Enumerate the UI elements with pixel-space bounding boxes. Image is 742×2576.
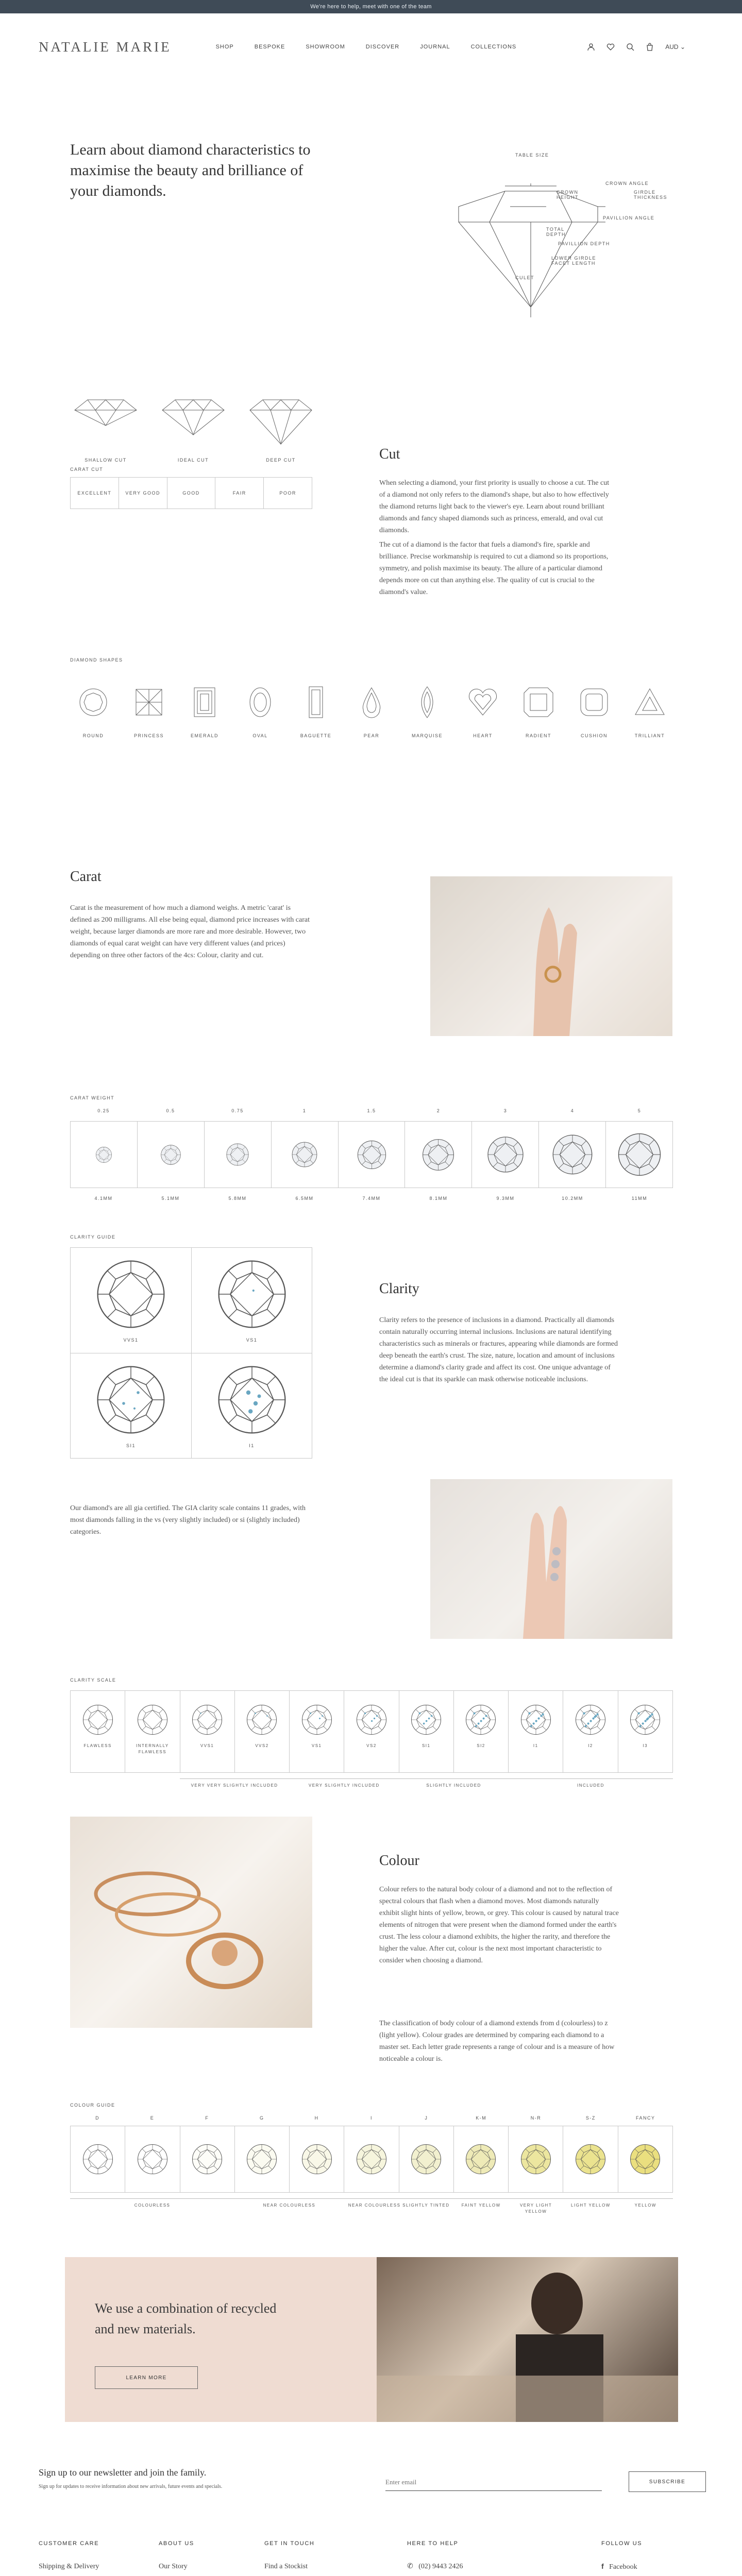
footer-follow-us bbox=[601, 2540, 642, 2576]
colour-grade-letter: F bbox=[205, 2115, 209, 2121]
clarity-scale-diamond-icon bbox=[575, 1704, 606, 1736]
colour-group-label: FAINT YELLOW bbox=[461, 2203, 501, 2208]
clarity-scale-label-item: VVS2 bbox=[255, 1743, 269, 1748]
diagram-label-lower-girdle: LOWER GIRDLE FACET LENGTH bbox=[551, 256, 597, 266]
carat-size-value: 10.2MM bbox=[562, 1196, 583, 1201]
diagram-label-culet: CULET bbox=[515, 275, 535, 280]
colour-grade-cell bbox=[563, 2126, 617, 2192]
cut-paragraph-2: The cut of a diamond is the factor that fuels a diamond's fire, sparkle and brilliance. Precise workmanship is required to cut a diamond so its proportions, symmetry, and polish maximise its beauty. The allure of a particular diamond depends more on cut than anything else. The quality of cut is crucial to the diamond's value. bbox=[379, 541, 609, 596]
clarity-section bbox=[0, 1198, 742, 1817]
colour-grade-cell bbox=[289, 2126, 344, 2192]
carat-weight-value: 3 bbox=[503, 1108, 508, 1113]
carat-weight-cell bbox=[71, 1122, 137, 1188]
colour-group-label: VERY LIGHT YELLOW bbox=[519, 2203, 552, 2214]
shape-label: EMERALD bbox=[190, 733, 218, 738]
colour-grade-letter: FANCY bbox=[636, 2115, 655, 2121]
colour-grade-cell bbox=[180, 2126, 234, 2192]
carat-diamond-icon bbox=[551, 1133, 594, 1176]
cut-depth-label: SHALLOW CUT bbox=[85, 457, 127, 463]
clarity-guide-cell bbox=[191, 1248, 312, 1353]
colour-grade-cell bbox=[125, 2126, 179, 2192]
footer-here-to-help bbox=[407, 2540, 519, 2576]
footer-link-our-story[interactable]: Our Story bbox=[159, 2563, 188, 2570]
diamond-anatomy-diagram bbox=[428, 178, 685, 328]
carat-weight-value: 2 bbox=[436, 1108, 441, 1113]
header-actions bbox=[587, 43, 685, 51]
shape-item bbox=[515, 681, 562, 738]
colour-grade-cell bbox=[508, 2126, 563, 2192]
cut-depths bbox=[67, 395, 319, 463]
announcement-bar[interactable] bbox=[0, 0, 742, 13]
cut-grade-table bbox=[70, 477, 312, 509]
clarity-guide-cell bbox=[71, 1248, 191, 1353]
clarity-guide-diamond-icon bbox=[95, 1258, 167, 1330]
clarity-group-label: SLIGHTLY INCLUDED bbox=[426, 1783, 481, 1788]
clarity-scale-label-item: VS2 bbox=[366, 1743, 377, 1748]
footer-link-warranty[interactable] bbox=[39, 2573, 99, 2576]
carat-weight-value: 0.25 bbox=[97, 1108, 110, 1113]
shape-pear-icon bbox=[355, 681, 388, 724]
cut-grade-cell: VERY GOOD bbox=[119, 478, 167, 509]
carat-weight-cell bbox=[538, 1122, 605, 1188]
colour-grade-letter: D bbox=[95, 2115, 100, 2121]
nav-shop[interactable]: SHOP bbox=[215, 44, 234, 50]
clarity-scale-label-item: VS1 bbox=[311, 1743, 322, 1748]
carat-weight-value: 0.75 bbox=[231, 1108, 244, 1113]
newsletter-subtitle: Sign up for updates to receive information about new arrivals, future events and specials. bbox=[39, 2484, 223, 2489]
shape-item bbox=[181, 681, 228, 738]
cut-section bbox=[0, 323, 742, 642]
colour-grade-cell bbox=[234, 2126, 289, 2192]
nav-discover[interactable]: DISCOVER bbox=[365, 44, 400, 50]
clarity-scale-diamond-icon bbox=[356, 1704, 387, 1736]
shape-label: HEART bbox=[473, 733, 493, 738]
newsletter-section bbox=[0, 2453, 742, 2525]
shape-label: OVAL bbox=[252, 733, 268, 738]
footer-facebook-text: Facebook bbox=[609, 2563, 637, 2571]
colour-grade-cell bbox=[618, 2126, 672, 2192]
newsletter-title: Sign up to our newsletter and join the family. bbox=[39, 2467, 207, 2478]
footer-facebook[interactable] bbox=[601, 2560, 642, 2573]
promo-workshop-image bbox=[377, 2257, 678, 2422]
shape-label: PRINCESS bbox=[133, 733, 164, 738]
carat-weight-value: 1 bbox=[302, 1108, 307, 1113]
carat-size-value: 7.4MM bbox=[362, 1196, 381, 1201]
carat-weight-cell bbox=[404, 1122, 471, 1188]
clarity-group-label: VERY SLIGHTLY INCLUDED bbox=[308, 1783, 380, 1788]
shapes-row bbox=[70, 681, 673, 738]
clarity-guide-label-item: VVS1 bbox=[123, 1337, 139, 1343]
colour-group-label: NEAR COLOURLESS SLIGHTLY TINTED bbox=[348, 2203, 450, 2208]
cut-paragraph-1: When selecting a diamond, your first priority is usually to choose a cut. The cut of a diamond not only refers to the diamond's shape, but also to how effectively the diamond returns light back to the viewer's eye. Learn about round brilliant diamonds and fancy shaped diamonds such as princess, emerald, and oval cut diamonds. bbox=[379, 479, 610, 534]
carat-size-value: 11MM bbox=[631, 1196, 648, 1201]
footer-care-title: CUSTOMER CARE bbox=[39, 2540, 99, 2547]
shape-cushion-icon bbox=[578, 681, 611, 724]
newsletter-subscribe-button[interactable]: SUBSCRIBE bbox=[629, 2471, 706, 2492]
carat-weight-value: 4 bbox=[570, 1108, 575, 1113]
carat-weight-cell bbox=[605, 1122, 672, 1188]
colour-group-label: COLOURLESS bbox=[134, 2203, 171, 2208]
shape-trilliant-icon bbox=[633, 681, 666, 724]
cut-depth-diamond-icon bbox=[245, 395, 317, 446]
clarity-scale-diamond-icon bbox=[246, 1704, 278, 1736]
shape-item bbox=[126, 681, 172, 738]
colour-title: Colour bbox=[379, 1853, 419, 1869]
footer-link-our-showroom[interactable] bbox=[159, 2573, 204, 2576]
clarity-scale-cell bbox=[71, 1691, 125, 1772]
colour-grade-letter: E bbox=[150, 2115, 155, 2121]
carat-weight-label: CARAT WEIGHT bbox=[70, 1095, 115, 1100]
clarity-paragraph-1: Clarity refers to the presence of inclusions in a diamond. Practically all diamonds contain naturally occurring internal inclusions. Inclusions are natural identifying characteristics such as minerals or fractures, appearing while diamonds are formed deep beneath the earth's crust. The size, nature, location and amount of inclusions determine a diamond's clarity grade and affect its cost. One unique advantage of the ideal cut is that its sparkle can mask otherwise noticeable inclusions. bbox=[379, 1316, 618, 1383]
clarity-scale-cell bbox=[289, 1691, 344, 1772]
colour-grade-cell bbox=[344, 2126, 398, 2192]
shape-item bbox=[70, 681, 116, 738]
clarity-guide-label-item: VS1 bbox=[246, 1337, 258, 1343]
shape-label: ROUND bbox=[82, 733, 104, 738]
footer-get-in-touch bbox=[264, 2540, 314, 2576]
colour-guide-label: COLOUR GUIDE bbox=[70, 2103, 115, 2108]
colour-paragraph-1: Colour refers to the natural body colour of a diamond and not to the reflection of spectral colours that flash when a diamond moves. Most diamonds naturally exhibit slight hints of yellow, brown, or grey. This colour is caused by natural trace elements of nitrogen that were present when the diamond formed under the earth's crust. The less colour a diamond exhibits, the higher the rarity, and therefore the higher the value. After cut, colour is the next most important characteristic to consider when choosing a diamond. bbox=[379, 1886, 619, 1964]
shapes-section bbox=[0, 642, 742, 843]
shape-oval-icon bbox=[244, 681, 277, 724]
carat-weight-value: 1.5 bbox=[367, 1108, 376, 1113]
hand-illustration bbox=[430, 876, 672, 1036]
search-icon[interactable] bbox=[626, 43, 634, 51]
shape-heart-icon bbox=[466, 681, 499, 724]
account-icon[interactable] bbox=[587, 43, 595, 51]
diagram-label-crown-angle: CROWN ANGLE bbox=[605, 181, 649, 186]
carat-diamond-icon bbox=[95, 1146, 112, 1163]
currency-selector[interactable] bbox=[665, 43, 685, 50]
colour-grade-diamond-icon bbox=[575, 2143, 606, 2175]
clarity-guide-cell bbox=[191, 1353, 312, 1458]
cut-depth-item bbox=[67, 395, 144, 463]
carat-size-value: 9.3MM bbox=[496, 1196, 515, 1201]
colour-grade-letter: G bbox=[260, 2115, 264, 2121]
shape-label: PEAR bbox=[363, 733, 380, 738]
shape-label: RADIENT bbox=[525, 733, 551, 738]
clarity-scale-label: CLARITY SCALE bbox=[70, 1677, 116, 1683]
shape-item bbox=[460, 681, 506, 738]
colour-grade-letter: N-R bbox=[530, 2115, 542, 2121]
clarity-scale-cell bbox=[234, 1691, 289, 1772]
shape-princess-icon bbox=[132, 681, 165, 724]
carat-diamond-icon bbox=[486, 1136, 525, 1174]
diagram-label-crown-height: CROWN HEIGHT bbox=[556, 190, 579, 200]
footer-follow-title: FOLLOW US bbox=[601, 2540, 643, 2547]
clarity-scale-label-item: I2 bbox=[588, 1743, 593, 1748]
hero-title: Learn about diamond characteristics to maximise the beauty and brilliance of your diamonds. bbox=[70, 141, 311, 199]
colour-grade-cell bbox=[399, 2126, 453, 2192]
clarity-scale-diamond-icon bbox=[82, 1704, 114, 1736]
carat-diamond-icon bbox=[617, 1132, 662, 1177]
cut-depth-item bbox=[242, 395, 319, 463]
clarity-scale-diamond-icon bbox=[191, 1704, 223, 1736]
carat-diamond-icon bbox=[160, 1144, 181, 1165]
footer-help-title: HERE TO HELP bbox=[407, 2540, 459, 2547]
clarity-paragraph-2: Our diamond's are all gia certified. The GIA clarity scale contains 11 grades, with most diamonds falling in the vs (very slightly included) or si (slightly included) categories. bbox=[70, 1504, 306, 1536]
clarity-scale-cell bbox=[399, 1691, 453, 1772]
shape-marquise-icon bbox=[411, 681, 444, 724]
facebook-icon: f bbox=[601, 2562, 604, 2570]
clarity-scale-label-item: I1 bbox=[533, 1743, 538, 1748]
colour-guide-groups bbox=[70, 2195, 673, 2226]
colour-group-label: YELLOW bbox=[634, 2203, 656, 2208]
colour-grade-diamond-icon bbox=[629, 2143, 661, 2175]
clarity-scale-diamond-icon bbox=[410, 1704, 442, 1736]
carat-diamond-icon bbox=[226, 1143, 249, 1166]
shape-baguette-icon bbox=[299, 681, 332, 724]
hero-section bbox=[0, 80, 742, 323]
carat-size-value: 8.1MM bbox=[429, 1196, 448, 1201]
diagram-label-pavillion-angle: PAVILLION ANGLE bbox=[603, 215, 655, 221]
carat-weight-cell bbox=[137, 1122, 204, 1188]
site-header bbox=[0, 13, 742, 80]
colour-grade-cell bbox=[453, 2126, 508, 2192]
cut-depth-diamond-icon bbox=[70, 395, 142, 446]
colour-group-line bbox=[70, 2198, 673, 2199]
diagram-label-girdle-thickness: GIRDLE THICKNESS bbox=[634, 190, 668, 200]
clarity-scale-diamond-icon bbox=[137, 1704, 168, 1736]
carat-paragraph: Carat is the measurement of how much a diamond weighs. A metric 'carat' is defined as 200 milligrams. All else being equal, diamond price increases with carat weight, because larger diamonds are more rare and more desirable. However, two diamonds of equal carat weight can have very different values (and prices) depending on three other factors of the 4cs: Colour, clarity and cut. bbox=[70, 904, 310, 959]
cut-depth-label: DEEP CUT bbox=[266, 457, 296, 463]
colour-grade-diamond-icon bbox=[301, 2143, 333, 2175]
clarity-scale-groups bbox=[70, 1775, 673, 1806]
promo-banner bbox=[65, 2257, 678, 2422]
colour-grade-letter: S-Z bbox=[585, 2115, 596, 2121]
clarity-scale-cell bbox=[508, 1691, 563, 1772]
shape-item bbox=[237, 681, 283, 738]
colour-grade-diamond-icon bbox=[356, 2143, 387, 2175]
shape-emerald-icon bbox=[188, 681, 221, 724]
clarity-guide-grid bbox=[70, 1247, 312, 1459]
footer-about-us bbox=[159, 2540, 204, 2576]
clarity-group-label: INCLUDED bbox=[577, 1783, 604, 1788]
carat-size-value: 5.1MM bbox=[161, 1196, 180, 1201]
brand-logo[interactable]: NATALIE MARIE bbox=[39, 39, 172, 55]
clarity-scale-cell bbox=[125, 1691, 179, 1772]
footer-link-shipping[interactable]: Shipping & Delivery bbox=[39, 2563, 99, 2570]
colour-grade-diamond-icon bbox=[410, 2143, 442, 2175]
promo-title: We use a combination of recycled and new materials. bbox=[95, 2301, 277, 2336]
shape-label: TRILLIANT bbox=[634, 733, 665, 738]
clarity-scale-label-item: SI1 bbox=[421, 1743, 431, 1748]
cut-depth-diamond-icon bbox=[157, 395, 229, 446]
carat-diamond-icon bbox=[291, 1141, 318, 1168]
colour-section bbox=[0, 1817, 742, 2296]
clarity-group-label: VERY VERY SLIGHTLY INCLUDED bbox=[191, 1783, 278, 1788]
colour-grade-diamond-icon bbox=[246, 2143, 278, 2175]
carat-diamond-icon bbox=[357, 1140, 387, 1170]
promo-learn-more-button[interactable]: LEARN MORE bbox=[95, 2366, 198, 2389]
shape-round-icon bbox=[77, 681, 110, 724]
clarity-scale-diamond-icon bbox=[629, 1704, 661, 1736]
footer-phone-text: (02) 9443 2426 bbox=[418, 2563, 463, 2570]
clarity-scale-diamond-icon bbox=[520, 1704, 552, 1736]
colour-grade-diamond-icon bbox=[191, 2143, 223, 2175]
clarity-scale-diamond-icon bbox=[465, 1704, 497, 1736]
shape-radient-icon bbox=[522, 681, 555, 724]
cut-grade-label: CARAT CUT bbox=[70, 467, 104, 472]
currency-label: AUD bbox=[665, 43, 679, 50]
cut-grade-cell: FAIR bbox=[215, 478, 263, 509]
diagram-label-total-depth: TOTAL DEPTH bbox=[546, 227, 566, 237]
shape-item bbox=[627, 681, 673, 738]
hand-rings-illustration bbox=[430, 1479, 672, 1639]
clarity-guide-diamond-icon bbox=[216, 1364, 288, 1436]
colour-rings-image bbox=[70, 1817, 312, 2028]
carat-weight-cell bbox=[271, 1122, 338, 1188]
clarity-guide-label-item: I1 bbox=[249, 1443, 255, 1448]
clarity-group-line bbox=[180, 1778, 673, 1779]
clarity-title: Clarity bbox=[379, 1281, 419, 1297]
carat-weight-cell bbox=[204, 1122, 271, 1188]
footer-phone[interactable] bbox=[407, 2560, 519, 2573]
chevron-down-icon: ⌄ bbox=[680, 43, 685, 50]
shape-item bbox=[348, 681, 395, 738]
colour-grade-letters bbox=[70, 2115, 673, 2121]
clarity-scale-cell bbox=[344, 1691, 398, 1772]
colour-grade-diamond-icon bbox=[465, 2143, 497, 2175]
colour-group-label: NEAR COLOURLESS bbox=[263, 2203, 316, 2208]
shape-label: MARQUISE bbox=[411, 733, 443, 738]
colour-grade-letter: J bbox=[425, 2115, 428, 2121]
colour-grade-letter: K-M bbox=[476, 2115, 487, 2121]
shape-item bbox=[293, 681, 339, 738]
carat-weight-cell bbox=[338, 1122, 405, 1188]
clarity-scale-diamond-icon bbox=[301, 1704, 333, 1736]
clarity-hand-image bbox=[430, 1479, 672, 1639]
footer-about-title: ABOUT US bbox=[159, 2540, 194, 2547]
clarity-scale-label-item: INTERNALLY FLAWLESS bbox=[136, 1743, 169, 1754]
footer-customer-care bbox=[39, 2540, 99, 2576]
colour-guide-table bbox=[70, 2126, 673, 2193]
carat-weight-table bbox=[70, 1121, 673, 1188]
nav-showroom[interactable]: SHOWROOM bbox=[306, 44, 345, 50]
diagram-label-pavillion-depth: PAVILLION DEPTH bbox=[558, 241, 610, 246]
cut-grade-cell: GOOD bbox=[167, 478, 215, 509]
clarity-guide-cell bbox=[71, 1353, 191, 1458]
cut-grade-cell: EXCELLENT bbox=[77, 490, 112, 496]
cart-icon[interactable] bbox=[646, 43, 654, 51]
colour-grade-diamond-icon bbox=[137, 2143, 168, 2175]
clarity-guide-label: CLARITY GUIDE bbox=[70, 1234, 116, 1240]
clarity-scale-label-item: FLAWLESS bbox=[83, 1743, 112, 1748]
colour-grade-diamond-icon bbox=[82, 2143, 114, 2175]
nav-bespoke[interactable]: BESPOKE bbox=[254, 44, 285, 50]
carat-weight-value: 5 bbox=[637, 1108, 642, 1113]
phone-icon: ✆ bbox=[407, 2563, 413, 2570]
carat-diamond-icon bbox=[421, 1138, 455, 1172]
clarity-scale-label-item: VVS1 bbox=[200, 1743, 214, 1748]
shape-item bbox=[571, 681, 617, 738]
clarity-scale-cell bbox=[563, 1691, 617, 1772]
workshop-illustration bbox=[377, 2257, 678, 2422]
colour-paragraph-2: The classification of body colour of a diamond extends from d (colourless) to z (light yellow). Colour grades are determined by comparing each diamond to a master set. Each letter grade represents a range of colour and is a measure of how noticeable a colour is. bbox=[379, 2020, 615, 2063]
newsletter-email-input[interactable] bbox=[385, 2473, 602, 2491]
main-nav bbox=[216, 44, 517, 50]
cut-title: Cut bbox=[379, 446, 400, 462]
colour-grade-letter: I bbox=[370, 2115, 373, 2121]
carat-size-value: 6.5MM bbox=[295, 1196, 314, 1201]
cut-depth-item bbox=[155, 395, 232, 463]
carat-size-value: 4.1MM bbox=[94, 1196, 113, 1201]
nav-collections[interactable]: COLLECTIONS bbox=[470, 44, 517, 50]
carat-weight-cell bbox=[471, 1122, 538, 1188]
carat-weight-values bbox=[70, 1108, 673, 1113]
clarity-guide-diamond-icon bbox=[95, 1364, 167, 1436]
nav-journal[interactable]: JOURNAL bbox=[420, 44, 450, 50]
clarity-scale-label-item: I3 bbox=[643, 1743, 648, 1748]
colour-grade-letter: H bbox=[314, 2115, 319, 2121]
shape-label: CUSHION bbox=[580, 733, 608, 738]
rings-illustration bbox=[70, 1817, 312, 2028]
clarity-guide-label-item: SI1 bbox=[126, 1443, 136, 1448]
colour-grade-cell bbox=[71, 2126, 125, 2192]
clarity-scale-cell bbox=[453, 1691, 508, 1772]
clarity-scale-cell bbox=[618, 1691, 672, 1772]
carat-weight-value: 0.5 bbox=[166, 1108, 175, 1113]
carat-section bbox=[0, 843, 742, 1201]
shapes-label: DIAMOND SHAPES bbox=[70, 657, 123, 663]
footer-link-stockist[interactable]: Find a Stockist bbox=[264, 2563, 308, 2570]
colour-group-label: LIGHT YELLOW bbox=[571, 2203, 611, 2208]
shape-label: BAGUETTE bbox=[300, 733, 332, 738]
carat-size-value: 5.8MM bbox=[228, 1196, 247, 1201]
shape-item bbox=[404, 681, 450, 738]
cut-depth-label: IDEAL CUT bbox=[177, 457, 209, 463]
clarity-scale-label-item: SI2 bbox=[477, 1743, 485, 1748]
footer-link-careers[interactable] bbox=[264, 2573, 314, 2576]
clarity-guide-diamond-icon bbox=[216, 1258, 288, 1330]
carat-hand-image bbox=[430, 876, 672, 1036]
wishlist-icon[interactable] bbox=[606, 43, 615, 51]
carat-title: Carat bbox=[70, 869, 102, 885]
cut-grade-cell: POOR bbox=[263, 478, 312, 509]
colour-grade-diamond-icon bbox=[520, 2143, 552, 2175]
site-footer bbox=[0, 2525, 742, 2576]
diagram-label-table-size: TABLE SIZE bbox=[515, 152, 549, 158]
footer-touch-title: GET IN TOUCH bbox=[264, 2540, 315, 2547]
clarity-scale-cell bbox=[180, 1691, 234, 1772]
clarity-scale-table bbox=[70, 1690, 673, 1773]
announcement-text[interactable]: We're here to help, meet with one of the team bbox=[310, 4, 432, 10]
